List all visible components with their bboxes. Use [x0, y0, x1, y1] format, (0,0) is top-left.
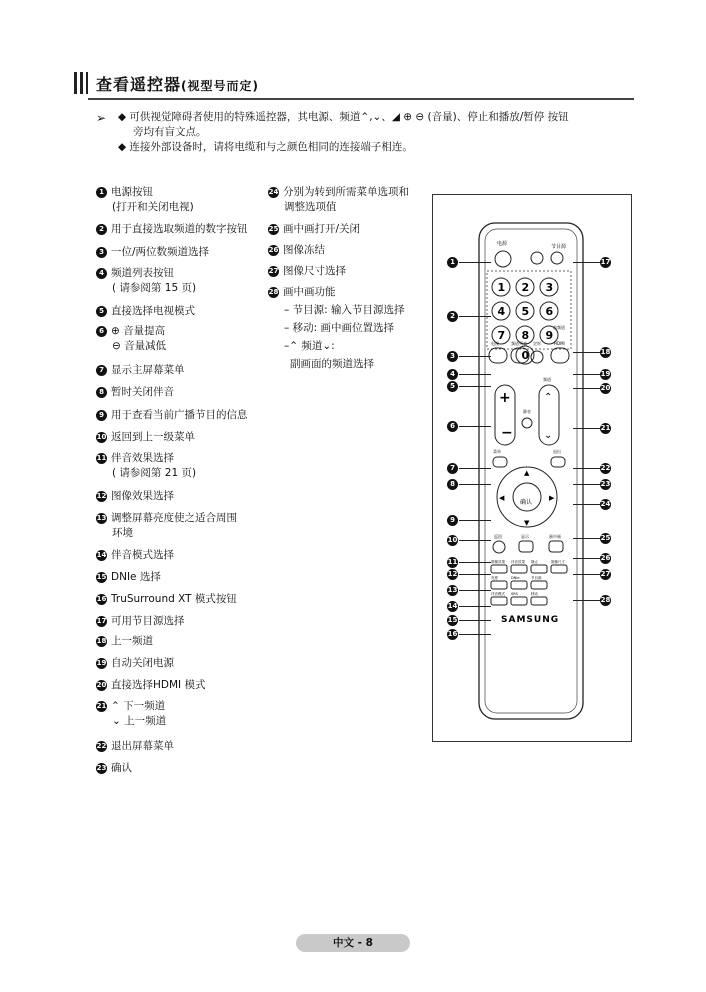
callout-21: 21: [600, 424, 611, 432]
callout-26: 26: [600, 554, 611, 562]
callout-line: [459, 634, 491, 635]
callout-6: 6: [447, 421, 458, 432]
callout-10: 10: [447, 536, 458, 544]
callout-line: [459, 386, 491, 387]
legend-text: 暂时关闭伴音: [111, 386, 174, 398]
legend-item-8: [96, 386, 174, 399]
legend-text: 频道列表按钮: [111, 267, 174, 279]
callout-number: 28: [268, 287, 279, 296]
return-label: 返回: [494, 534, 502, 539]
callout-line: [459, 468, 491, 469]
callout-4: 4: [447, 369, 458, 380]
legend-text: 分别为转到所需菜单选项和: [283, 186, 409, 198]
legend-item-16: [96, 593, 237, 606]
callout-number: 8: [96, 387, 107, 398]
function-label: 节目源: [531, 576, 542, 580]
digit-label: 6: [545, 305, 554, 318]
function-label: 图像效果: [491, 560, 505, 564]
digit-label: 2: [521, 281, 530, 294]
legend-item-22: [96, 740, 174, 753]
callout-line: [459, 620, 491, 621]
callout-number: 16: [96, 594, 107, 603]
callout-line: [573, 468, 600, 469]
channel-down-icon: ⌄: [544, 430, 553, 441]
legend-item-27: [268, 265, 346, 278]
legend-text: ⊕ 音量提高: [111, 325, 166, 337]
callout-number: 7: [96, 365, 107, 376]
legend-item-4: [96, 267, 196, 295]
function-label: 图像尺寸: [551, 560, 565, 564]
callout-number: 19: [96, 658, 107, 667]
callout-number: 22: [96, 741, 107, 750]
right-arrow-icon: ▶: [549, 494, 555, 502]
callout-line: [573, 600, 600, 601]
callout-line: [573, 352, 600, 353]
callout-27: 27: [600, 570, 611, 578]
note-1: ◆ 可供视觉障碍者使用的特殊遥控器，其电源、频道⌃,⌄、◢ ⊕ ⊖ (音量)、停止和播放/暂停 按钮: [118, 111, 569, 123]
callout-line: [459, 540, 491, 541]
legend-text: 调整选项值: [284, 201, 337, 213]
legend-text: DNIe 选择: [111, 571, 161, 583]
legend-item-20: [96, 679, 205, 692]
callout-line: [459, 356, 491, 357]
callout-28: 28: [600, 596, 611, 604]
legend-text: 图像冻结: [283, 244, 325, 256]
callout-line: [459, 562, 491, 563]
legend-text: 返回到上一级菜单: [111, 431, 195, 443]
callout-line: [459, 374, 491, 375]
function-label: 移动: [531, 592, 538, 596]
page-number: 中文 - 8: [296, 934, 410, 952]
legend-item-19: [96, 657, 174, 670]
legend-text: 图像尺寸选择: [283, 265, 346, 277]
legend-item-18: [96, 635, 153, 648]
callout-7: 7: [447, 463, 458, 474]
down-arrow-icon: ▼: [524, 519, 530, 527]
callout-14: 14: [447, 602, 458, 610]
function-label: 亮度: [491, 576, 498, 580]
callout-3: 3: [447, 351, 458, 362]
callout-16: 16: [447, 630, 458, 638]
callout-number: 27: [268, 266, 279, 275]
legend-text: – 移动: 画中画位置选择: [284, 322, 394, 334]
legend-text: 自动关闭电源: [111, 657, 174, 669]
channel-label: 频道: [543, 377, 551, 382]
digit-label: 7: [497, 329, 506, 342]
digit-label: 5: [521, 305, 530, 318]
ok-label: 确认: [520, 499, 533, 506]
callout-17: 17: [600, 258, 611, 266]
callout-13: 13: [447, 586, 458, 594]
legend-text: 用于查看当前广播节目的信息: [111, 409, 248, 421]
legend-text: (打开和关闭电视): [112, 201, 194, 213]
callout-8: 8: [447, 479, 458, 490]
digit-label: 1: [497, 281, 506, 294]
mute-label: 静音: [523, 409, 531, 414]
legend-text: 伴音效果选择: [111, 452, 174, 464]
callout-number: 13: [96, 513, 107, 522]
menu-label: 菜单: [493, 449, 501, 454]
callout-line: [573, 504, 600, 505]
callout-line: [459, 590, 491, 591]
callout-number: 18: [96, 636, 107, 645]
callout-line: [573, 558, 600, 559]
callout-number: 1: [96, 187, 107, 198]
callout-24: 24: [600, 500, 611, 508]
legend-text: 电源按钮: [111, 186, 153, 198]
legend-item-26: [268, 244, 325, 257]
header-bar: [74, 72, 77, 94]
function-label: SRS: [511, 592, 518, 596]
legend-item-12: [96, 490, 174, 503]
callout-number: 4: [96, 268, 107, 279]
legend-item-15: [96, 571, 161, 584]
header-bar: [80, 72, 83, 94]
callout-line: [573, 374, 600, 375]
legend-text: – 节目源: 输入节目源选择: [284, 304, 405, 316]
legend-item-9: [96, 409, 248, 422]
legend-item-17: [96, 615, 185, 628]
note-1-cont: 旁均有盲文点。: [133, 126, 207, 138]
legend-text: 环境: [112, 527, 133, 539]
callout-22: 22: [600, 464, 611, 472]
callout-number: 20: [96, 680, 107, 689]
digit-label: 4: [497, 305, 506, 318]
prech-label: 前频道: [553, 325, 565, 330]
legend-text: ⌃ 下一频道: [111, 700, 166, 712]
legend-text: ( 请参阅第 15 页): [112, 282, 197, 294]
callout-line: [459, 520, 491, 521]
volume-down-icon: −: [501, 425, 513, 441]
left-arrow-icon: ◀: [499, 494, 505, 502]
legend-text: ⊖ 音量减低: [112, 340, 167, 352]
callout-number: 5: [96, 306, 107, 317]
callout-12: 12: [447, 570, 458, 578]
callout-line: [573, 262, 600, 263]
function-label: 静止: [531, 560, 538, 564]
digit-label: 0: [521, 349, 530, 362]
callout-line: [459, 262, 491, 263]
up-arrow-icon: ▲: [524, 469, 530, 477]
callout-line: [459, 426, 491, 427]
legend-item-13: [96, 512, 237, 540]
callout-number: 15: [96, 572, 107, 581]
legend-item-24: [268, 186, 409, 214]
pip-label: 画中画: [549, 534, 561, 539]
callout-line: [459, 484, 491, 485]
volume-up-icon: +: [499, 390, 511, 406]
legend-text: 调整屏幕亮度使之适合周围: [111, 512, 237, 524]
callout-19: 19: [600, 370, 611, 378]
legend-item-10: [96, 431, 195, 444]
legend-text: 可用节目源选择: [111, 615, 185, 627]
legend-item-28: [268, 286, 404, 371]
function-label: 伴音模式: [491, 592, 505, 596]
legend-text: 确认: [111, 762, 132, 774]
legend-text: 显示主屏幕菜单: [111, 364, 185, 376]
callout-line: [573, 574, 600, 575]
function-label: 伴音效果: [511, 560, 525, 564]
title-subtitle: (视型号而定): [181, 79, 259, 93]
callout-number: 24: [268, 187, 279, 196]
function-label: DNIe: [511, 576, 520, 580]
callout-number: 11: [96, 453, 107, 462]
legend-item-1: [96, 186, 194, 214]
header-bar: [86, 72, 88, 94]
callout-number: 23: [96, 763, 107, 772]
legend-text: 直接选择HDMI 模式: [111, 679, 206, 691]
callout-number: 14: [96, 550, 107, 559]
digit-label: 3: [545, 281, 554, 294]
callout-9: 9: [447, 515, 458, 526]
channel-up-icon: ⌃: [544, 392, 553, 403]
legend-text: 画中画打开/关闭: [283, 223, 361, 235]
arrow-icon: ➢: [96, 111, 107, 125]
callout-line: [573, 484, 600, 485]
callout-number: 10: [96, 432, 107, 441]
legend-text: 伴音模式选择: [111, 549, 174, 561]
legend-text: 一位/两位数频道选择: [111, 246, 210, 258]
legend-text: 副画面的频道选择: [290, 358, 374, 370]
callout-line: [459, 574, 491, 575]
legend-text: –⌃ 频道⌄:: [284, 340, 335, 352]
chlist-label: 频道列表: [511, 341, 527, 346]
callout-11: 11: [447, 558, 458, 566]
legend-item-5: [96, 305, 195, 318]
legend-item-2: [96, 223, 248, 236]
info-label: 显示: [521, 534, 529, 539]
callout-line: [573, 428, 600, 429]
callout-number: 21: [96, 701, 107, 710]
legend-item-7: [96, 364, 185, 377]
callout-line: [573, 388, 600, 389]
callout-5: 5: [447, 381, 458, 392]
legend-text: 画中画功能: [283, 286, 336, 298]
brand-logo: SAMSUNG: [501, 615, 560, 625]
callout-number: 9: [96, 410, 107, 421]
page-title: [96, 72, 259, 95]
legend-text: ⌄ 上一频道: [112, 715, 167, 727]
callout-line: [459, 606, 491, 607]
callout-number: 2: [96, 224, 107, 235]
legend-item-25: [268, 223, 360, 236]
legend-text: TruSurround XT 模式按钮: [111, 593, 237, 605]
callout-number: 12: [96, 491, 107, 500]
legend-text: 上一频道: [111, 635, 153, 647]
title-rule: [88, 98, 634, 100]
legend-text: 图像效果选择: [111, 490, 174, 502]
digit-label: 9: [545, 329, 554, 342]
callout-15: 15: [447, 616, 458, 624]
exit-label: 退出: [553, 449, 561, 454]
callout-number: 3: [96, 247, 107, 258]
callout-number: 6: [96, 326, 107, 337]
legend-item-11: [96, 452, 196, 480]
callout-line: [459, 316, 491, 317]
legend-item-21: [96, 700, 166, 728]
callout-number: 26: [268, 245, 279, 254]
note-2: ◆ 连接外部设备时，请将电缆和与之颜色相同的连接端子相连。: [118, 141, 413, 153]
digit-label: 8: [521, 329, 530, 342]
callout-20: 20: [600, 384, 611, 392]
callout-number: 25: [268, 224, 279, 233]
power-label: 电源: [497, 241, 508, 247]
source-label: 节目源: [551, 244, 567, 250]
title-text: 查看遥控器: [96, 75, 182, 94]
callout-2: 2: [447, 311, 458, 322]
callout-18: 18: [600, 348, 611, 356]
callout-25: 25: [600, 534, 611, 542]
legend-text: 用于直接选取频道的数字按钮: [111, 223, 248, 235]
callout-number: 17: [96, 616, 107, 625]
legend-text: 直接选择电视模式: [111, 305, 195, 317]
legend-text: ( 请参阅第 21 页): [112, 467, 197, 479]
remote-body: [479, 223, 583, 719]
tv-label: 电视: [491, 341, 499, 346]
callout-23: 23: [600, 480, 611, 488]
legend-text: 退出屏幕菜单: [111, 740, 174, 752]
legend-item-6: [96, 325, 166, 353]
callout-line: [573, 538, 600, 539]
legend-item-14: [96, 549, 174, 562]
timer-label: 定时: [533, 341, 541, 346]
legend-item-3: [96, 246, 209, 259]
remote-figure: [432, 194, 632, 742]
callout-1: 1: [447, 257, 458, 268]
hdmi-label: HDMI: [554, 341, 565, 346]
legend-item-23: [96, 762, 132, 775]
